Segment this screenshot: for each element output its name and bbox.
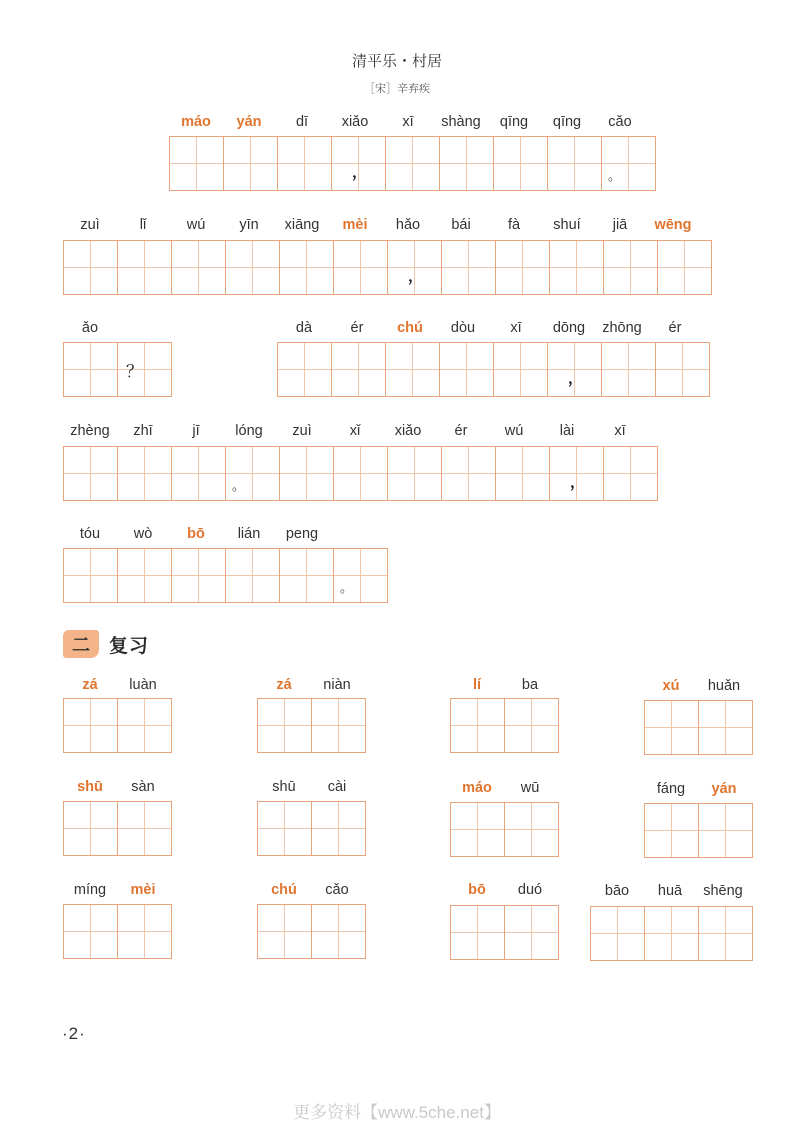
tianzige-cell[interactable] [601,136,656,191]
tianzige-cell[interactable] [493,342,548,397]
pinyin-label: hǎo [395,217,421,233]
tianzige-cell[interactable] [655,342,710,397]
section-number-badge: 二 [63,630,99,658]
tianzige-cell[interactable] [171,240,226,295]
pinyin-label: zá [276,677,292,693]
tianzige-cell[interactable] [504,802,559,857]
punctuation-mark: ， [568,369,584,387]
pinyin-label: wú [504,423,524,439]
tianzige-cell[interactable] [495,446,550,501]
tianzige-row [63,240,711,294]
pinyin-label: wú [186,217,206,233]
pinyin-label: fáng [656,781,686,797]
pinyin-label: xī [510,320,522,336]
tianzige-cell[interactable] [63,801,118,856]
tianzige-cell[interactable] [63,240,118,295]
tianzige-cell[interactable] [331,342,386,397]
tianzige-cell[interactable] [333,548,388,603]
pinyin-label: máo [181,114,211,130]
tianzige-cell[interactable] [603,240,658,295]
poem-title: 清平乐・村居 [351,52,442,70]
tianzige-cell[interactable] [223,136,278,191]
pinyin-label: dòu [450,320,476,336]
tianzige-cell[interactable] [63,342,118,397]
tianzige-cell[interactable] [385,342,440,397]
tianzige-cell[interactable] [547,136,602,191]
tianzige-cell[interactable] [63,904,118,959]
tianzige-row [257,801,365,855]
tianzige-cell[interactable] [493,136,548,191]
tianzige-row [63,904,171,958]
tianzige-cell[interactable] [698,906,753,961]
pinyin-label: shuí [553,217,581,233]
tianzige-cell[interactable] [644,906,699,961]
pinyin-label: tóu [79,526,101,542]
tianzige-cell[interactable] [450,905,505,960]
tianzige-cell[interactable] [311,904,366,959]
tianzige-cell[interactable] [698,803,753,858]
tianzige-cell[interactable] [63,446,118,501]
pinyin-label: fà [507,217,521,233]
tianzige-cell[interactable] [257,904,312,959]
tianzige-cell[interactable] [311,698,366,753]
tianzige-cell[interactable] [385,136,440,191]
tianzige-cell[interactable] [171,548,226,603]
tianzige-cell[interactable] [117,342,172,397]
punctuation-mark: ， [570,473,586,491]
tianzige-cell[interactable] [495,240,550,295]
pinyin-label: shàng [441,114,481,130]
tianzige-cell[interactable] [590,906,645,961]
tianzige-cell[interactable] [450,698,505,753]
pinyin-label: wū [520,780,540,796]
tianzige-row [63,698,171,752]
tianzige-cell[interactable] [279,446,334,501]
pinyin-label: yīn [239,217,259,233]
tianzige-cell[interactable] [450,802,505,857]
tianzige-cell[interactable] [387,446,442,501]
pinyin-label: niàn [323,677,351,693]
pinyin-label: ér [350,320,364,336]
tianzige-cell[interactable] [117,240,172,295]
tianzige-cell[interactable] [117,801,172,856]
pinyin-label: peng [285,526,319,542]
tianzige-cell[interactable] [117,548,172,603]
tianzige-cell[interactable] [117,904,172,959]
tianzige-row [63,801,171,855]
tianzige-row [277,342,709,396]
pinyin-label: zuì [80,217,100,233]
pinyin-label: lǐ [139,217,147,233]
pinyin-label: dī [295,114,309,130]
pinyin-label: yán [711,781,737,797]
tianzige-cell[interactable] [439,136,494,191]
tianzige-cell[interactable] [441,446,496,501]
pinyin-label: cǎo [325,882,349,898]
punctuation-mark: ， [408,267,424,285]
pinyin-label: shēng [703,883,743,899]
pinyin-label: wò [133,526,153,542]
tianzige-cell[interactable] [277,342,332,397]
tianzige-cell[interactable] [279,240,334,295]
pinyin-label: chú [397,320,423,336]
pinyin-label: lí [472,677,482,693]
tianzige-cell[interactable] [225,446,280,501]
tianzige-cell[interactable] [547,342,602,397]
punctuation-mark: 。 [232,479,246,494]
pinyin-label: ér [454,423,468,439]
pinyin-label: chú [271,882,297,898]
tianzige-cell[interactable] [698,700,753,755]
tianzige-cell[interactable] [63,548,118,603]
tianzige-cell[interactable] [225,548,280,603]
pinyin-label: zhī [133,423,153,439]
pinyin-label: cǎo [608,114,632,130]
pinyin-label: dà [295,320,313,336]
tianzige-cell[interactable] [644,803,699,858]
tianzige-row [63,446,657,500]
tianzige-cell[interactable] [225,240,280,295]
tianzige-cell[interactable] [387,240,442,295]
pinyin-label: mèi [130,882,156,898]
pinyin-label: shū [77,779,103,795]
pinyin-label: máo [462,780,492,796]
tianzige-cell[interactable] [333,446,388,501]
tianzige-cell[interactable] [504,905,559,960]
tianzige-row [450,698,558,752]
tianzige-cell[interactable] [279,548,334,603]
pinyin-label: zá [82,677,98,693]
tianzige-cell[interactable] [311,801,366,856]
pinyin-label: zhōng [602,320,642,336]
pinyin-label: bō [468,882,486,898]
tianzige-cell[interactable] [549,446,604,501]
pinyin-label: yán [236,114,262,130]
pinyin-label: jī [192,423,200,439]
pinyin-label: cài [327,779,347,795]
tianzige-cell[interactable] [439,342,494,397]
tianzige-cell[interactable] [644,700,699,755]
tianzige-cell[interactable] [257,801,312,856]
tianzige-row [169,136,655,190]
pinyin-label: lài [559,423,575,439]
pinyin-label: sàn [131,779,155,795]
pinyin-label: zhèng [70,423,110,439]
pinyin-label: zuì [292,423,312,439]
pinyin-label: jiā [612,217,628,233]
tianzige-cell[interactable] [171,446,226,501]
pinyin-label: xiǎo [394,423,422,439]
tianzige-cell[interactable] [117,446,172,501]
pinyin-label: lián [237,526,261,542]
pinyin-label: xiāng [284,217,320,233]
tianzige-cell[interactable] [63,698,118,753]
watermark: 更多资料【www.5che.net】 [293,1103,501,1122]
poem-author: ［宋］辛弃疾 [364,82,430,95]
pinyin-label: mèi [342,217,368,233]
pinyin-label: huā [657,883,683,899]
pinyin-label: lóng [235,423,263,439]
section-title: 复习 [109,635,150,657]
pinyin-label: wēng [654,217,692,233]
tianzige-row [644,700,752,754]
tianzige-cell[interactable] [441,240,496,295]
tianzige-cell[interactable] [603,446,658,501]
pinyin-label: xī [402,114,414,130]
tianzige-row [450,802,558,856]
tianzige-cell[interactable] [549,240,604,295]
tianzige-row [257,698,365,752]
tianzige-cell[interactable] [277,136,332,191]
tianzige-cell[interactable] [169,136,224,191]
pinyin-label: ér [668,320,682,336]
punctuation-mark: 。 [340,581,354,596]
tianzige-row [644,803,752,857]
punctuation-mark: ？ [126,362,143,382]
pinyin-label: bāo [604,883,630,899]
pinyin-label: dōng [552,320,586,336]
review-section-header [63,628,149,660]
tianzige-row [63,342,171,396]
tianzige-cell[interactable] [504,698,559,753]
tianzige-row [257,904,365,958]
pinyin-label: huǎn [707,678,741,694]
pinyin-label: bái [451,217,471,233]
tianzige-cell[interactable] [657,240,712,295]
pinyin-label: duó [517,882,543,898]
tianzige-row [590,906,752,960]
pinyin-label: ba [521,677,539,693]
pinyin-label: xú [662,678,680,694]
pinyin-label: xiǎo [341,114,369,130]
pinyin-label: qīng [499,114,529,130]
pinyin-label: bō [187,526,205,542]
punctuation-mark: ， [352,163,368,181]
tianzige-cell[interactable] [331,136,386,191]
pinyin-label: xī [614,423,626,439]
pinyin-label: xǐ [349,423,361,439]
tianzige-cell[interactable] [257,698,312,753]
pinyin-label: shū [272,779,296,795]
tianzige-cell[interactable] [333,240,388,295]
tianzige-cell[interactable] [601,342,656,397]
pinyin-label: míng [73,882,107,898]
pinyin-label: luàn [129,677,157,693]
page-number: ·2· [62,1024,86,1043]
punctuation-mark: 。 [608,169,622,184]
pinyin-label: ǎo [81,320,99,336]
tianzige-cell[interactable] [117,698,172,753]
pinyin-label: qīng [552,114,582,130]
tianzige-row [63,548,387,602]
tianzige-row [450,905,558,959]
